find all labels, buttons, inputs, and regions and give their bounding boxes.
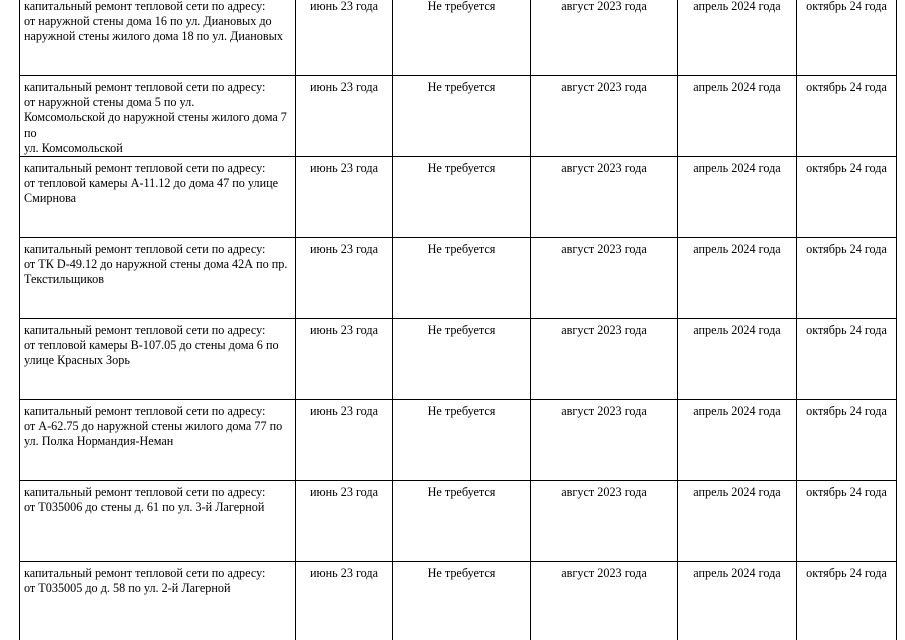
work-description: капитальный ремонт тепловой сети по адресу: от тепловой камеры В-107.05 до стены дома 6 по улице Красных Зорь bbox=[24, 323, 279, 368]
schedule-table-body bbox=[20, 0, 897, 640]
expertise-status: Не требуется bbox=[427, 242, 496, 257]
date-1-cell bbox=[531, 319, 678, 400]
work-description: капитальный ремонт тепловой сети по адресу: от Т035005 до д. 58 по ул. 2-й Лагерной bbox=[24, 566, 266, 596]
date-2-cell bbox=[678, 400, 797, 481]
start-date: июнь 23 года bbox=[309, 485, 379, 500]
date-1-cell bbox=[531, 481, 678, 562]
expertise-status: Не требуется bbox=[427, 80, 496, 94]
start-date-cell bbox=[296, 481, 393, 562]
work-description-cell bbox=[20, 400, 296, 481]
work-description-cell bbox=[20, 157, 296, 238]
work-description: капитальный ремонт тепловой сети по адресу: от Т035006 до стены д. 61 по ул. 3-й Лагерной bbox=[24, 485, 266, 515]
table-row bbox=[20, 0, 897, 76]
expertise-cell bbox=[393, 76, 531, 157]
date-2-cell bbox=[678, 76, 797, 157]
date-2: апрель 2024 года bbox=[693, 161, 781, 176]
table-row bbox=[20, 400, 897, 481]
date-2-cell bbox=[678, 0, 797, 76]
date-2-cell bbox=[678, 319, 797, 400]
date-1: август 2023 года bbox=[561, 485, 647, 500]
end-date: октябрь 24 года bbox=[806, 242, 887, 257]
end-date-cell bbox=[797, 157, 897, 238]
expertise-status: Не требуется bbox=[427, 485, 496, 500]
date-2-cell bbox=[678, 481, 797, 562]
date-2-cell bbox=[678, 157, 797, 238]
date-1-cell bbox=[531, 76, 678, 157]
work-description-cell bbox=[20, 319, 296, 400]
work-description: капитальный ремонт тепловой сети по адресу: от наружной стены дома 5 по ул. Комсомольской до наружной стены жилого дома 7 по ул. Комсомольской bbox=[24, 80, 287, 155]
start-date-cell bbox=[296, 157, 393, 238]
schedule-table bbox=[19, 0, 897, 640]
end-date: октябрь 24 года bbox=[806, 404, 887, 419]
date-1-cell bbox=[531, 562, 678, 640]
end-date: октябрь 24 года bbox=[806, 485, 887, 500]
start-date: июнь 23 года bbox=[309, 566, 379, 581]
table-row bbox=[20, 562, 897, 640]
work-description: капитальный ремонт тепловой сети по адресу: от тепловой камеры А-11.12 до дома 47 по улице Смирнова bbox=[24, 161, 279, 206]
start-date: июнь 23 года bbox=[309, 80, 379, 94]
start-date: июнь 23 года bbox=[309, 242, 379, 257]
work-description-cell bbox=[20, 562, 296, 640]
start-date-cell bbox=[296, 319, 393, 400]
date-2-cell bbox=[678, 562, 797, 640]
work-description-cell bbox=[20, 481, 296, 562]
end-date-cell bbox=[797, 400, 897, 481]
work-description-cell bbox=[20, 76, 296, 157]
end-date: октябрь 24 года bbox=[806, 161, 887, 176]
expertise-status: Не требуется bbox=[427, 323, 496, 338]
date-1-cell bbox=[531, 157, 678, 238]
work-description-cell bbox=[20, 238, 296, 319]
expertise-cell bbox=[393, 238, 531, 319]
start-date-cell bbox=[296, 238, 393, 319]
end-date-cell bbox=[797, 319, 897, 400]
date-2: апрель 2024 года bbox=[693, 404, 781, 419]
table-row bbox=[20, 76, 897, 157]
date-1: август 2023 года bbox=[561, 323, 647, 338]
date-1: август 2023 года bbox=[561, 242, 647, 257]
date-1: август 2023 года bbox=[561, 566, 647, 581]
date-2: апрель 2024 года bbox=[693, 0, 781, 13]
start-date: июнь 23 года bbox=[309, 323, 379, 338]
expertise-cell bbox=[393, 157, 531, 238]
start-date-cell bbox=[296, 0, 393, 76]
end-date-cell bbox=[797, 562, 897, 640]
date-1-cell bbox=[531, 0, 678, 76]
expertise-cell bbox=[393, 319, 531, 400]
expertise-status: Не требуется bbox=[427, 161, 496, 176]
expertise-status: Не требуется bbox=[427, 0, 496, 13]
date-1: август 2023 года bbox=[561, 161, 647, 176]
start-date: июнь 23 года bbox=[309, 161, 379, 176]
table-row bbox=[20, 238, 897, 319]
expertise-cell bbox=[393, 400, 531, 481]
end-date: октябрь 24 года bbox=[806, 566, 887, 581]
work-description: капитальный ремонт тепловой сети по адресу: от А-62.75 до наружной стены жилого дома 77 по ул. Полка Нормандия-Неман bbox=[24, 404, 283, 449]
date-1: август 2023 года bbox=[561, 404, 647, 419]
date-2: апрель 2024 года bbox=[693, 323, 781, 338]
date-2: апрель 2024 года bbox=[693, 80, 781, 94]
end-date: октябрь 24 года bbox=[806, 80, 887, 94]
expertise-cell bbox=[393, 0, 531, 76]
expertise-status: Не требуется bbox=[427, 566, 496, 581]
date-2: апрель 2024 года bbox=[693, 485, 781, 500]
start-date: июнь 23 года bbox=[309, 404, 379, 419]
expertise-cell bbox=[393, 481, 531, 562]
table-row bbox=[20, 319, 897, 400]
table-row bbox=[20, 481, 897, 562]
date-2: апрель 2024 года bbox=[693, 242, 781, 257]
date-1: август 2023 года bbox=[561, 80, 647, 94]
work-description-cell bbox=[20, 0, 296, 76]
work-description: капитальный ремонт тепловой сети по адресу: от ТК D-49.12 до наружной стены дома 42А по пр. Текстильщиков bbox=[24, 242, 288, 287]
date-1-cell bbox=[531, 400, 678, 481]
end-date-cell bbox=[797, 0, 897, 76]
expertise-status: Не требуется bbox=[427, 404, 496, 419]
start-date-cell bbox=[296, 562, 393, 640]
end-date-cell bbox=[797, 76, 897, 157]
end-date-cell bbox=[797, 238, 897, 319]
work-description: капитальный ремонт тепловой сети по адресу: от наружной стены дома 16 по ул. Диановых до наружной стены жилого дома 18 по ул. Диановых bbox=[24, 0, 283, 44]
date-1-cell bbox=[531, 238, 678, 319]
date-2-cell bbox=[678, 238, 797, 319]
end-date: октябрь 24 года bbox=[806, 323, 887, 338]
table-row bbox=[20, 157, 897, 238]
date-1: август 2023 года bbox=[561, 0, 647, 13]
end-date: октябрь 24 года bbox=[806, 0, 887, 13]
start-date-cell bbox=[296, 76, 393, 157]
expertise-cell bbox=[393, 562, 531, 640]
start-date-cell bbox=[296, 400, 393, 481]
end-date-cell bbox=[797, 481, 897, 562]
date-2: апрель 2024 года bbox=[693, 566, 781, 581]
start-date: июнь 23 года bbox=[309, 0, 379, 13]
